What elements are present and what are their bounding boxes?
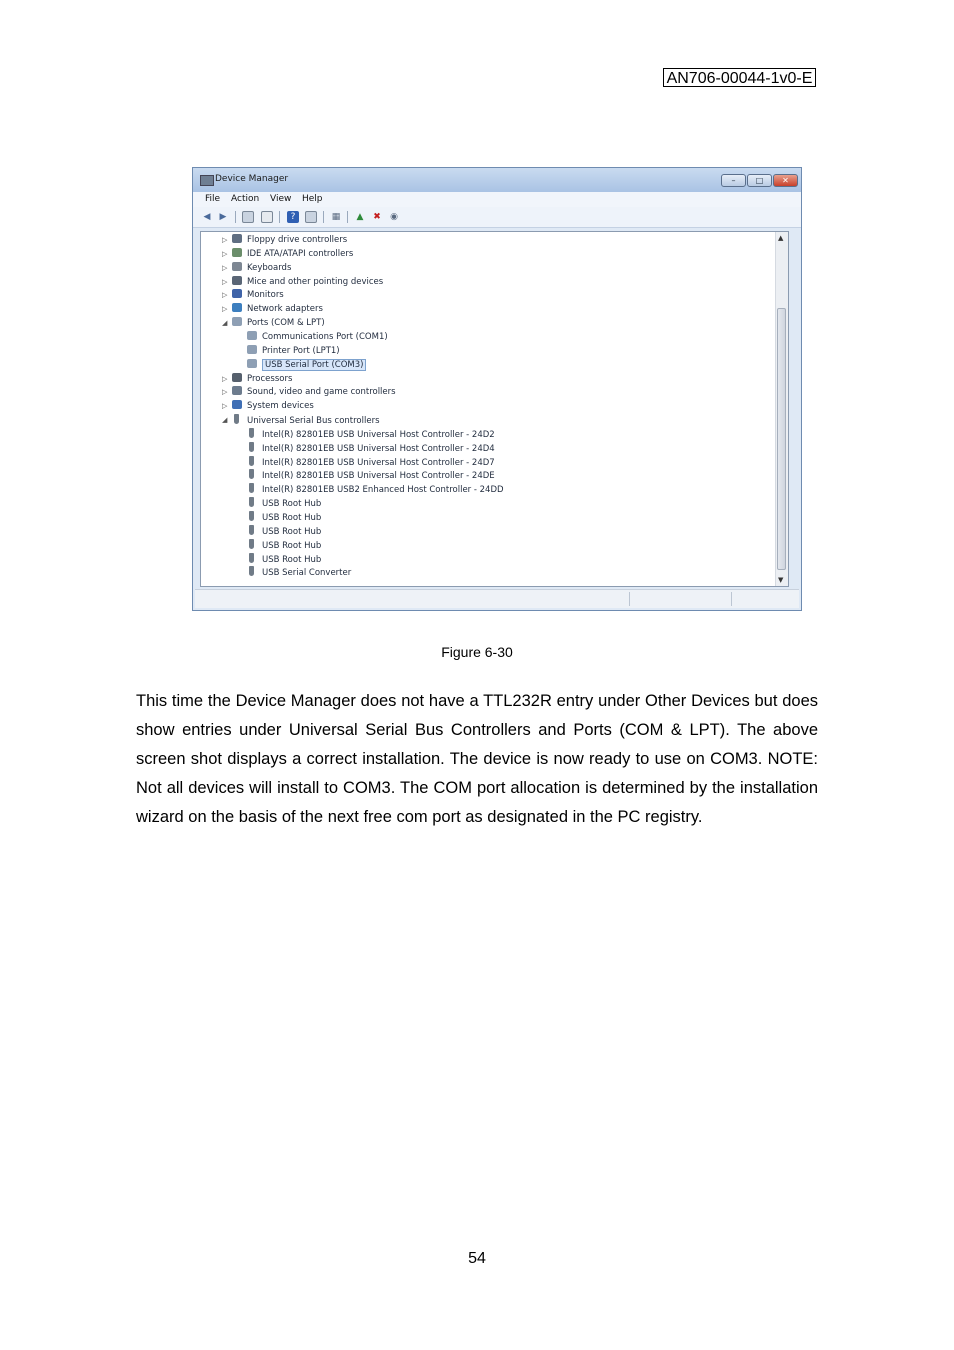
port-icon bbox=[232, 317, 242, 326]
tree-item-label: USB Root Hub bbox=[262, 513, 322, 523]
menu-action[interactable]: Action bbox=[231, 194, 260, 204]
expander-icon[interactable]: ▷ bbox=[222, 291, 228, 300]
usb-icon bbox=[249, 469, 254, 479]
network-adapter-icon bbox=[232, 303, 242, 312]
expander-icon[interactable]: ▷ bbox=[222, 402, 228, 411]
tree-item-label: USB Root Hub bbox=[262, 499, 322, 510]
expander-icon[interactable]: ▷ bbox=[222, 263, 228, 272]
menu-file[interactable]: File bbox=[205, 194, 221, 204]
expander-icon[interactable]: ▷ bbox=[222, 249, 228, 258]
usb-icon bbox=[249, 442, 254, 452]
keyboard-icon bbox=[232, 262, 242, 271]
tree-item[interactable] bbox=[232, 276, 383, 289]
usb-icon bbox=[249, 497, 254, 507]
scan-hardware-icon[interactable]: ▦ bbox=[331, 212, 341, 222]
help-icon[interactable]: ? bbox=[287, 211, 299, 223]
tree-item-label: Keyboards bbox=[247, 262, 292, 273]
tree-item[interactable] bbox=[247, 483, 504, 496]
usb-icon bbox=[249, 539, 254, 549]
scroll-up-icon[interactable]: ▲ bbox=[778, 234, 784, 242]
tree-item-label: USB Root Hub bbox=[262, 554, 322, 565]
tree-item-label: Intel(R) 82801EB USB Universal Host Controller - 24D4 bbox=[262, 443, 495, 454]
tree-item[interactable] bbox=[247, 511, 321, 524]
tree-item-label: USB Root Hub bbox=[262, 526, 322, 537]
tree-item-label: Processors bbox=[247, 373, 293, 384]
tree-item[interactable] bbox=[247, 456, 495, 469]
tree-item-label: Mice and other pointing devices bbox=[247, 276, 384, 287]
usb-icon bbox=[249, 511, 254, 521]
tree-item-label: Floppy drive controllers bbox=[247, 235, 348, 245]
tree-item-label: Intel(R) 82801EB USB Universal Host Controller - 24D2 bbox=[262, 429, 495, 440]
body-paragraph: This time the Device Manager does not have a TTL232R entry under Other Devices but does show entries under Universal Serial Bus Controllers and Ports (COM & LPT). The above screen shot displays a correct installation. The device is now ready to use on COM3. NOTE: Not all devices will install to COM3. The COM port allocation is determined by the installation wizard on the basis of the next free com port as designated in the PC registry. bbox=[136, 692, 818, 826]
tree-item-label: Network adapters bbox=[247, 304, 323, 315]
tree-item-label: IDE ATA/ATAPI controllers bbox=[247, 248, 354, 259]
port-icon bbox=[247, 345, 257, 354]
tree-item[interactable] bbox=[232, 303, 323, 316]
vertical-scrollbar[interactable] bbox=[775, 232, 788, 586]
tree-item[interactable] bbox=[247, 428, 495, 441]
tree-item[interactable] bbox=[247, 497, 321, 510]
tree-item-label: Monitors bbox=[247, 290, 284, 301]
tree-item[interactable] bbox=[247, 553, 321, 566]
expander-icon[interactable]: ▷ bbox=[222, 374, 228, 383]
mouse-icon bbox=[232, 276, 242, 285]
tree-item-label: Sound, video and game controllers bbox=[247, 387, 396, 398]
close-button[interactable]: ✕ bbox=[773, 174, 798, 187]
tree-item[interactable] bbox=[232, 414, 380, 427]
expander-icon[interactable]: ▷ bbox=[222, 277, 228, 286]
window-title: Device Manager bbox=[215, 174, 289, 184]
expander-icon[interactable]: ▷ bbox=[222, 236, 228, 244]
tree-item-label: System devices bbox=[247, 401, 314, 412]
floppy-controller-icon bbox=[232, 234, 242, 243]
tree-item-label: Intel(R) 82801EB USB2 Enhanced Host Controller - 24DD bbox=[262, 485, 504, 496]
figure-caption: Figure 6-30 bbox=[441, 644, 513, 660]
tree-item[interactable] bbox=[247, 359, 366, 372]
uninstall-icon[interactable]: ✖ bbox=[373, 212, 381, 222]
menu-view[interactable]: View bbox=[270, 194, 292, 204]
tree-item[interactable] bbox=[247, 442, 495, 455]
sound-icon bbox=[232, 386, 242, 395]
tree-item[interactable] bbox=[232, 400, 314, 413]
usb-icon bbox=[234, 414, 239, 424]
device-tree[interactable] bbox=[200, 231, 789, 587]
tree-item[interactable] bbox=[232, 234, 347, 247]
view-icon[interactable] bbox=[305, 211, 317, 223]
tree-item[interactable] bbox=[232, 373, 292, 386]
tree-item[interactable] bbox=[247, 331, 388, 344]
tree-item-label: Printer Port (LPT1) bbox=[262, 345, 340, 356]
minimize-button[interactable]: – bbox=[721, 174, 746, 187]
ide-controller-icon bbox=[232, 248, 242, 257]
status-bar bbox=[195, 589, 799, 608]
monitor-icon bbox=[232, 289, 242, 298]
processor-icon bbox=[232, 373, 242, 382]
document-id: AN706-00044-1v0-E bbox=[663, 68, 816, 87]
tree-item[interactable] bbox=[247, 345, 340, 358]
expander-icon[interactable]: ◢ bbox=[222, 319, 228, 328]
tree-item[interactable] bbox=[232, 317, 325, 330]
tree-item-label: Intel(R) 82801EB USB Universal Host Controller - 24DE bbox=[262, 471, 495, 482]
tree-item[interactable] bbox=[232, 289, 284, 302]
usb-icon bbox=[249, 483, 254, 493]
port-icon bbox=[247, 331, 257, 340]
update-driver-icon[interactable]: ▲ bbox=[356, 212, 364, 222]
show-hide-icon[interactable] bbox=[261, 211, 273, 223]
tree-item[interactable] bbox=[247, 525, 321, 538]
expander-icon[interactable]: ◢ bbox=[222, 416, 228, 425]
tree-item-label: Communications Port (COM1) bbox=[262, 331, 388, 342]
tree-item-label: Ports (COM & LPT) bbox=[247, 318, 325, 329]
usb-icon bbox=[249, 428, 254, 438]
tree-item-label: Intel(R) 82801EB USB Universal Host Controller - 24D7 bbox=[262, 457, 495, 468]
tree-item[interactable] bbox=[232, 386, 396, 399]
title-bar bbox=[193, 168, 801, 192]
tree-item[interactable] bbox=[247, 539, 321, 552]
usb-icon bbox=[249, 553, 254, 563]
device-manager-icon bbox=[200, 175, 214, 186]
expander-icon[interactable]: ▷ bbox=[222, 388, 228, 397]
tree-item[interactable] bbox=[232, 248, 353, 261]
menu-help[interactable]: Help bbox=[302, 194, 323, 204]
page-number: 54 bbox=[468, 1250, 486, 1267]
tree-item-label: USB Serial Converter bbox=[262, 568, 352, 579]
tree-item-label: Universal Serial Bus controllers bbox=[247, 416, 380, 427]
device-manager-window bbox=[192, 167, 802, 611]
usb-icon bbox=[249, 525, 254, 535]
forward-arrow-icon[interactable]: ▶ bbox=[219, 212, 227, 222]
toolbar bbox=[193, 207, 801, 228]
usb-icon bbox=[249, 456, 254, 466]
system-device-icon bbox=[232, 400, 242, 409]
scrollbar-thumb[interactable] bbox=[777, 308, 786, 570]
expander-icon[interactable]: ▷ bbox=[222, 305, 228, 314]
scroll-down-icon[interactable]: ▼ bbox=[778, 576, 784, 584]
disable-device-icon[interactable]: ◉ bbox=[390, 212, 398, 222]
tree-item[interactable] bbox=[247, 566, 351, 579]
back-arrow-icon[interactable]: ◀ bbox=[203, 212, 211, 222]
usb-icon bbox=[249, 566, 254, 576]
maximize-button[interactable]: □ bbox=[747, 174, 772, 187]
tree-item[interactable] bbox=[232, 262, 291, 275]
port-icon bbox=[247, 359, 257, 368]
properties-icon[interactable] bbox=[242, 211, 254, 223]
tree-item-label: USB Serial Port (COM3) bbox=[262, 359, 366, 371]
tree-item-label: USB Root Hub bbox=[262, 540, 322, 551]
menu-bar bbox=[193, 192, 801, 207]
tree-item[interactable] bbox=[247, 469, 495, 482]
